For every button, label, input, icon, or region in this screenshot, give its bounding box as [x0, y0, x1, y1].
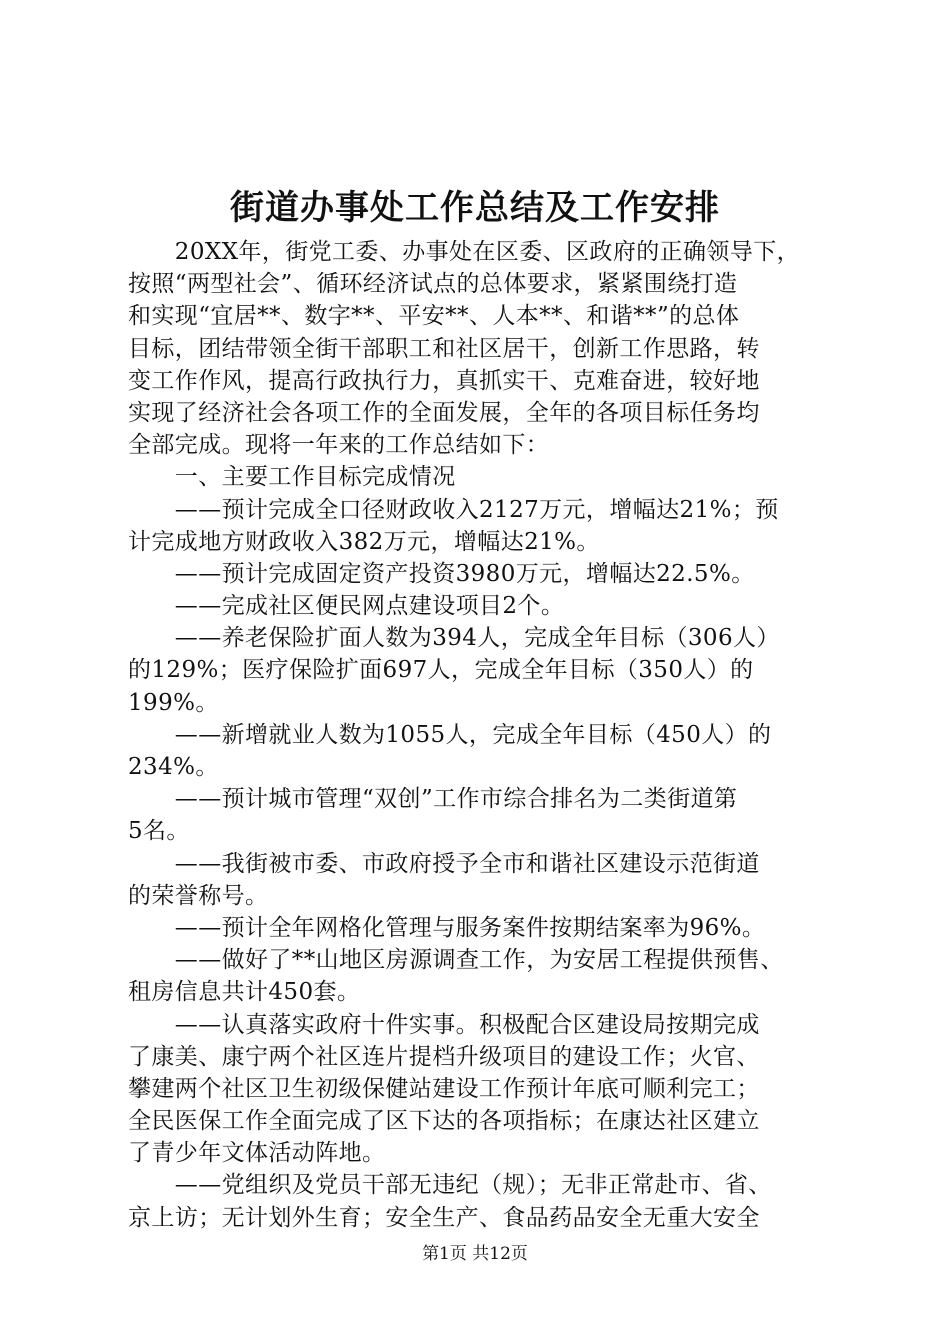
body-line: ——预计完成全口径财政收入2127万元，增幅达21%；预	[128, 496, 779, 523]
body-line: 一、主要工作目标完成情况	[128, 464, 456, 491]
body-line: 了康美、康宁两个社区连片提档升级项目的建设工作；火官、	[128, 1043, 760, 1070]
body-line: 京上访；无计划外生育；安全生产、食品药品安全无重大安全	[128, 1204, 760, 1231]
body-line: 全民医保工作全面完成了区下达的各项指标；在康达社区建立	[128, 1108, 760, 1135]
body-line: 按照“两型社会”、循环经济试点的总体要求，紧紧围绕打造	[128, 271, 738, 298]
body-line: 的129%；医疗保险扩面697人，完成全年目标（350人）的	[128, 657, 754, 684]
body-line: 和实现“宜居**、数字**、平安**、人本**、和谐**”的总体	[128, 303, 740, 330]
body-line: ——预计完成固定资产投资3980万元，增幅达22.5%。	[128, 560, 755, 587]
body-line: ——养老保险扩面人数为394人，完成全年目标（306人）	[128, 625, 780, 652]
body-line: ——预计城市管理“双创”工作市综合排名为二类街道第	[128, 786, 738, 813]
body-line: ——新增就业人数为1055人，完成全年目标（450人）的	[128, 721, 772, 748]
body-line: 5名。	[128, 818, 190, 845]
body-line: 199%。	[128, 689, 219, 716]
body-line: ——做好了**山地区房源调查工作，为安居工程提供预售、	[128, 947, 784, 974]
document-body	[128, 236, 832, 1234]
page-footer: 第1页 共12页	[422, 1244, 528, 1264]
body-line: ——党组织及党员干部无违纪（规）；无非正常赴市、省、	[128, 1172, 772, 1199]
body-line: 目标，团结带领全街干部职工和社区居干，创新工作思路，转	[128, 335, 760, 362]
body-line: 计完成地方财政收入382万元，增幅达21%。	[128, 528, 600, 555]
body-line: ——认真落实政府十件实事。积极配合区建设局按期完成	[128, 1011, 760, 1038]
body-line: 攀建两个社区卫生初级保健站建设工作预计年底可顺利完工；	[128, 1075, 760, 1102]
body-line: ——完成社区便民网点建设项目2个。	[128, 593, 565, 620]
body-line: 变工作作风，提高行政执行力，真抓实干、克难奋进，较好地	[128, 367, 760, 394]
body-line: 20XX年，街党工委、办事处在区委、区政府的正确领导下，	[128, 239, 801, 265]
body-line: 的荣誉称号。	[128, 882, 269, 909]
body-line: 了青少年文体活动阵地。	[128, 1140, 386, 1167]
body-line: ——我街被市委、市政府授予全市和谐社区建设示范街道	[128, 850, 760, 877]
body-line: 租房信息共计450套。	[128, 979, 361, 1006]
body-line: 234%。	[128, 754, 219, 780]
body-line: 实现了经济社会各项工作的全面发展，全年的各项目标任务均	[128, 399, 760, 426]
body-line: ——预计全年网格化管理与服务案件按期结案率为96%。	[128, 914, 766, 941]
body-line: 全部完成。现将一年来的工作总结如下：	[128, 432, 550, 459]
document-title: 街道办事处工作总结及工作安排	[230, 188, 720, 228]
